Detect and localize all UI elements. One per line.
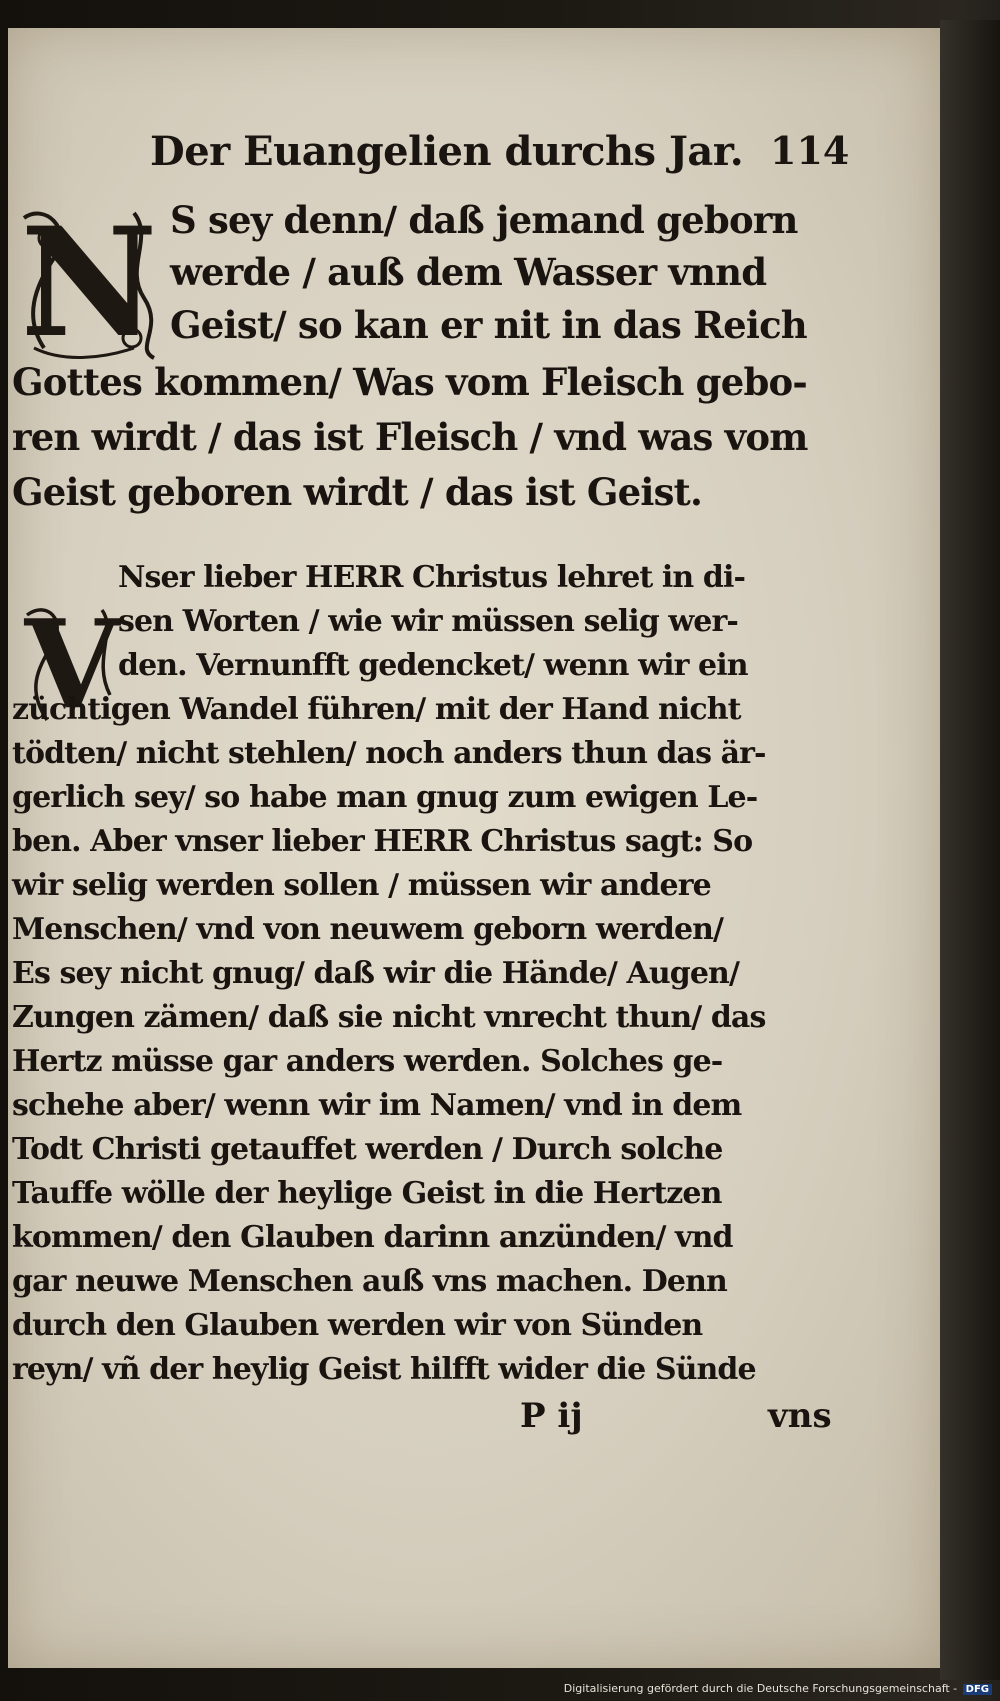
text-line: S sey denn/ daß jemand geborn — [170, 198, 798, 242]
initial-letter: V — [24, 592, 120, 736]
text-line: den. Vernunfft gedencket/ wenn wir ein — [118, 648, 748, 683]
text-line: tödten/ nicht stehlen/ noch anders thun das är- — [12, 736, 766, 771]
catchword: vns — [768, 1396, 832, 1436]
running-head: Der Euangelien durchs Jar. — [150, 128, 744, 175]
initial-flourish-icon — [14, 198, 164, 368]
text-line: wir selig werden sollen / müssen wir andere — [12, 868, 711, 903]
text-line: Geist geboren wirdt / das ist Geist. — [12, 470, 703, 514]
text-line: Geist/ so kan er nit in das Reich — [170, 303, 807, 347]
credit-text: Digitalisierung gefördert durch die Deutsche Forschungsgemeinschaft - — [563, 1682, 958, 1695]
text-line: Zungen zämen/ daß sie nicht vnrecht thun/ das — [12, 1000, 766, 1035]
text-line: gar neuwe Menschen auß vns machen. Denn — [12, 1264, 727, 1299]
text-line: Hertz müsse gar anders werden. Solches ge- — [12, 1044, 723, 1079]
text-line: züchtigen Wandel führen/ mit der Hand nicht — [12, 692, 741, 727]
text-line: Todt Christi getauffet werden / Durch solche — [12, 1132, 723, 1167]
text-line: werde / auß dem Wasser vnnd — [170, 250, 767, 294]
initial-letter: N — [20, 195, 158, 371]
text-line: kommen/ den Glauben darinn anzünden/ vnd — [12, 1220, 733, 1255]
dfg-logo: DFG — [963, 1684, 992, 1695]
decorated-initial-n — [14, 195, 164, 371]
digitization-credit — [564, 1682, 992, 1695]
text-line: Es sey nicht gnug/ daß wir die Hände/ Augen/ — [12, 956, 740, 991]
text-line: sen Worten / wie wir müssen selig wer- — [118, 604, 738, 639]
text-line: Tauffe wölle der heylige Geist in die Hertzen — [12, 1176, 722, 1211]
text-line: ren wirdt / das ist Fleisch / vnd was vom — [12, 415, 808, 459]
text-line: reyn/ vñ der heylig Geist hilfft wider die Sünde — [12, 1352, 756, 1387]
text-line: ben. Aber vnser lieber HERR Christus sagt: So — [12, 824, 753, 859]
signature-mark: P ij — [520, 1396, 583, 1436]
text-line: schehe aber/ wenn wir im Namen/ vnd in dem — [12, 1088, 742, 1123]
text-line: Nser lieber HERR Christus lehret in di- — [118, 560, 746, 595]
text-line: Menschen/ vnd von neuwem geborn werden/ — [12, 912, 724, 947]
page-number: 114 — [770, 128, 850, 173]
book-edge — [940, 20, 1000, 1680]
text-line: Gottes kommen/ Was vom Fleisch gebo- — [12, 360, 807, 404]
text-line: gerlich sey/ so habe man gnug zum ewigen Le- — [12, 780, 758, 815]
text-line: durch den Glauben werden wir von Sünden — [12, 1308, 703, 1343]
